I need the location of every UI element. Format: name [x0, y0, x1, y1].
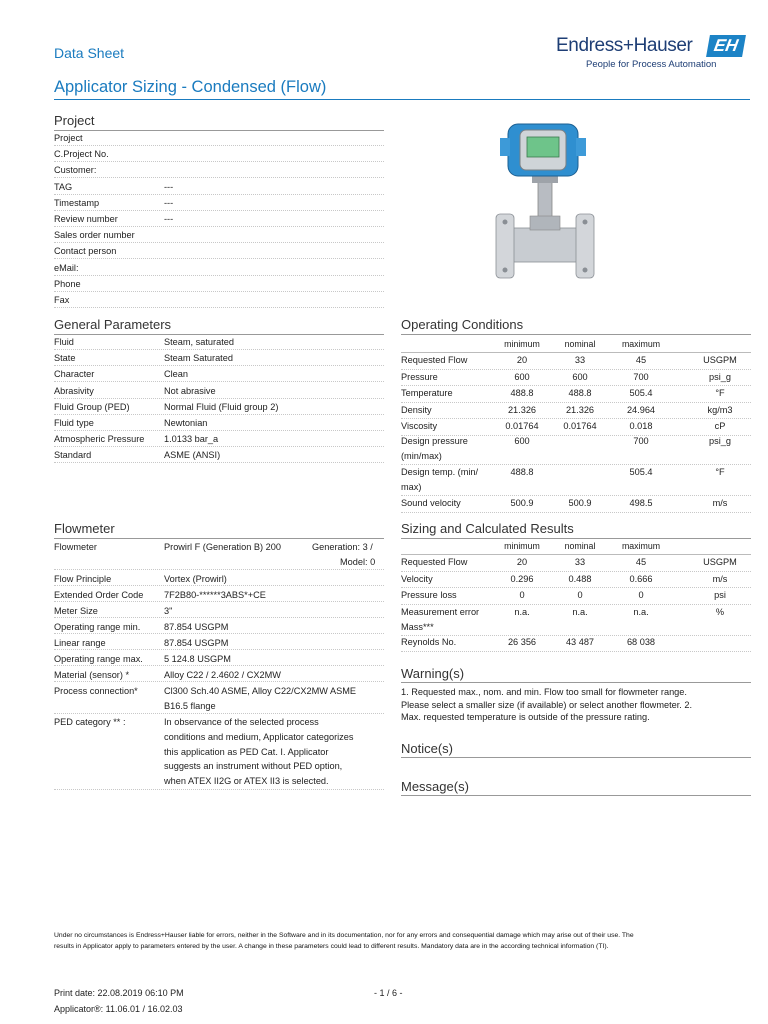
- row-label: Fluid type: [54, 418, 94, 428]
- row-label: PED category ** :: [54, 717, 126, 727]
- row-min-value: 600: [514, 371, 530, 382]
- row-unit-value: cP: [714, 421, 726, 431]
- row-nom-value: 33: [574, 355, 586, 365]
- row-unit-value: USGPM: [703, 355, 737, 365]
- row-divider: [401, 651, 751, 652]
- table-row: [54, 431, 384, 447]
- row-nom-value: 500.9: [568, 498, 592, 508]
- row-nom-value: n.a.: [572, 606, 588, 617]
- row-min-value: 600: [514, 436, 530, 446]
- row-label: Operating range max.: [54, 654, 143, 664]
- row-label: Viscosity: [401, 421, 438, 431]
- column-header: minimum: [504, 339, 540, 349]
- row-max-value: 0.018: [629, 421, 653, 431]
- table-row: [54, 602, 384, 618]
- warnings-section-title: Warning(s): [401, 666, 465, 681]
- row-value-line: conditions and medium, Applicator categorizes: [164, 731, 354, 742]
- row-max-value: 45: [635, 557, 647, 567]
- row-value: Newtonian: [164, 418, 208, 428]
- row-value-line: this application as PED Cat. I. Applicator: [164, 746, 329, 757]
- table-row: [54, 366, 384, 382]
- row-label: Operating range min.: [54, 622, 141, 632]
- operating-section-title: Operating Conditions: [401, 317, 524, 332]
- table-row: [54, 292, 384, 308]
- row-value: Steam Saturated: [164, 353, 233, 364]
- flowmeter-device-image: [490, 118, 602, 308]
- brand-name: Endress+Hauser: [556, 35, 693, 56]
- table-row: [54, 634, 384, 650]
- warning-message: [401, 686, 751, 724]
- row-value: Alloy C22 / 2.4602 / CX2MW: [164, 670, 281, 680]
- row-label: Atmospheric Pressure: [54, 434, 145, 445]
- row-label: eMail:: [54, 262, 79, 273]
- row-max-value: 24.964: [626, 404, 656, 415]
- table-row: [54, 650, 384, 666]
- table-row: [54, 415, 384, 431]
- software-version: Applicator®: 11.06.01 / 16.02.03: [54, 1004, 183, 1014]
- project-section-title: Project: [54, 113, 95, 128]
- disclaimer-line: results in Applicator apply to parameters entered by the user. A change in these parameters could lead to different results. Mandatory data are in the according technical information (TI).: [54, 943, 609, 950]
- row-value: 5 124.8 USGPM: [164, 654, 231, 664]
- row-max-value: 505.4: [629, 467, 653, 477]
- row-nom-value: 33: [574, 557, 586, 567]
- row-value: ---: [164, 197, 174, 208]
- row-label: Design temp. (min/: [401, 467, 479, 477]
- row-label: Contact person: [54, 246, 117, 257]
- row-label: Material (sensor) *: [54, 670, 130, 680]
- table-row: [54, 399, 384, 415]
- table-row: [54, 243, 384, 259]
- table-row: [54, 586, 384, 602]
- row-label: Standard: [54, 450, 92, 461]
- row-label: Sound velocity: [401, 498, 461, 508]
- row-label: Flow Principle: [54, 574, 112, 584]
- row-min-value: 500.9: [510, 498, 534, 508]
- row-nom-value: 488.8: [568, 388, 592, 398]
- table-row: [54, 618, 384, 634]
- row-value: Steam, saturated: [164, 337, 234, 347]
- row-value: Prowirl F (Generation B) 200: [164, 542, 281, 552]
- title-divider: [54, 99, 750, 100]
- operating-section-rule: [401, 334, 751, 335]
- row-label-cont: (min/max): [401, 451, 442, 461]
- print-date: Print date: 22.08.2019 06:10 PM: [54, 988, 184, 998]
- row-unit-value: °F: [715, 388, 725, 398]
- row-label: Character: [54, 369, 95, 380]
- table-row: [54, 276, 384, 292]
- table-row: [54, 538, 384, 570]
- row-value: 87.854 USGPM: [164, 638, 229, 648]
- row-value: ---: [164, 181, 174, 192]
- row-label: State: [54, 353, 76, 364]
- table-row: [54, 211, 384, 227]
- flowmeter-section-title: Flowmeter: [54, 521, 115, 536]
- row-divider: [401, 512, 751, 513]
- generation-value: Generation: 3 /: [312, 542, 373, 552]
- column-header: maximum: [621, 541, 661, 551]
- row-min-value: 0.01764: [505, 421, 539, 431]
- table-row: [54, 227, 384, 243]
- row-label: Extended Order Code: [54, 590, 144, 600]
- column-header: nominal: [564, 339, 596, 349]
- warnings-section-rule: [401, 682, 751, 683]
- row-label: Temperature: [401, 388, 453, 398]
- row-label: Design pressure: [401, 436, 468, 446]
- row-min-value: 0.296: [510, 573, 534, 584]
- row-unit-value: psi: [714, 590, 726, 600]
- row-max-value: 68 038: [626, 637, 656, 647]
- row-value: Normal Fluid (Fluid group 2): [164, 401, 279, 412]
- row-value: 7F2B80-******3ABS*+CE: [164, 590, 266, 600]
- table-row: [54, 179, 384, 195]
- row-value-line: when ATEX II2G or ATEX II3 is selected.: [164, 776, 329, 787]
- row-label: Process connection*: [54, 686, 138, 696]
- row-unit-value: m/s: [712, 498, 728, 508]
- warning-line: Max. requested temperature is outside of the pressure rating.: [401, 712, 650, 722]
- row-label: Fluid: [54, 337, 74, 347]
- row-label: Project: [54, 133, 83, 143]
- row-value-line: suggests an instrument without PED option,: [164, 761, 343, 772]
- row-max-value: n.a.: [633, 606, 649, 617]
- row-max-value: 45: [635, 355, 647, 365]
- row-label: Flowmeter: [54, 542, 97, 552]
- row-value: Vortex (Prowirl): [164, 574, 227, 584]
- row-min-value: 21.326: [507, 404, 537, 415]
- row-value-line: Cl300 Sch.40 ASME, Alloy C22/CX2MW ASME: [164, 686, 356, 696]
- row-unit-value: psi_g: [709, 371, 731, 382]
- brand-mark-icon: EH: [706, 35, 746, 57]
- row-label: Requested Flow: [401, 557, 468, 567]
- row-max-value: 700: [633, 371, 649, 382]
- row-label: Pressure: [401, 371, 438, 382]
- table-row: [54, 334, 384, 350]
- doc-type-label: Data Sheet: [54, 45, 125, 61]
- page-number: - 1 / 6 -: [374, 988, 403, 998]
- row-label: Meter Size: [54, 606, 98, 616]
- row-max-value: 505.4: [629, 388, 653, 398]
- row-min-value: n.a.: [514, 606, 530, 617]
- row-label: Phone: [54, 278, 81, 289]
- warning-line: Please select a smaller size (if available) or select another flowmeter. 2.: [401, 699, 693, 710]
- table-row: [54, 714, 384, 790]
- row-value: Not abrasive: [164, 385, 216, 396]
- sizing-section-title: Sizing and Calculated Results: [401, 521, 574, 536]
- row-label: Timestamp: [54, 197, 100, 208]
- row-value: ASME (ANSI): [164, 450, 221, 461]
- row-value: 1.0133 bar_a: [164, 434, 219, 445]
- row-label: Review number: [54, 214, 118, 224]
- row-max-value: 0: [638, 590, 644, 600]
- table-row: [54, 682, 384, 714]
- model-value: Model: 0: [340, 557, 376, 567]
- row-label: Velocity: [401, 573, 433, 584]
- notices-section-rule: [401, 757, 751, 758]
- brand-logo: [556, 34, 746, 74]
- row-value: 87.854 USGPM: [164, 622, 229, 632]
- row-min-value: 488.8: [510, 388, 534, 398]
- column-header: minimum: [504, 541, 540, 551]
- row-nom-value: 0.01764: [563, 421, 597, 431]
- row-label: Pressure loss: [401, 590, 457, 600]
- table-row: [54, 570, 384, 586]
- row-max-value: 700: [633, 436, 649, 446]
- row-label: Customer:: [54, 165, 97, 176]
- table-row: [54, 666, 384, 682]
- table-row: [54, 195, 384, 211]
- disclaimer-text: [54, 930, 754, 952]
- row-min-value: 0: [519, 590, 525, 600]
- row-label: Abrasivity: [54, 385, 94, 396]
- row-label: Requested Flow: [401, 355, 468, 365]
- row-min-value: 20: [516, 557, 528, 567]
- row-label: Fluid Group (PED): [54, 401, 130, 412]
- row-value: Clean: [164, 369, 189, 380]
- row-unit-value: %: [715, 606, 725, 617]
- row-max-value: 0.666: [629, 573, 653, 584]
- brand-tagline: People for Process Automation: [586, 59, 717, 70]
- row-nom-value: 21.326: [565, 404, 595, 415]
- row-label: Linear range: [54, 638, 106, 648]
- messages-section-title: Message(s): [401, 779, 469, 794]
- row-nom-value: 0: [577, 590, 583, 600]
- table-row: [54, 146, 384, 162]
- general-section-title: General Parameters: [54, 317, 172, 332]
- table-row: [54, 260, 384, 276]
- row-label: Measurement error: [401, 606, 480, 617]
- row-value-line: In observance of the selected process: [164, 717, 319, 727]
- notices-section-title: Notice(s): [401, 741, 454, 756]
- table-row: [54, 447, 384, 463]
- row-value: 3": [164, 606, 173, 616]
- row-label: Sales order number: [54, 230, 135, 241]
- row-unit-value: °F: [715, 467, 725, 477]
- row-unit-value: psi_g: [709, 436, 731, 446]
- table-row: [54, 162, 384, 178]
- page-title: Applicator Sizing - Condensed (Flow): [54, 78, 327, 96]
- row-label-cont: max): [401, 482, 422, 492]
- row-nom-value: 0.488: [568, 573, 592, 584]
- table-row: [54, 350, 384, 366]
- table-row: [54, 130, 384, 146]
- column-header: nominal: [564, 541, 596, 551]
- row-max-value: 498.5: [629, 498, 653, 508]
- row-label: Reynolds No.: [401, 637, 457, 647]
- row-min-value: 20: [516, 355, 528, 365]
- disclaimer-line: Under no circumstances is Endress+Hauser liable for errors, neither in the Software and in its documentation, nor for any errors and consequential damage which may arise out of their use. The: [54, 932, 634, 939]
- row-label: Density: [401, 404, 432, 415]
- table-row: [54, 383, 384, 399]
- warning-line: 1. Requested max., nom. and min. Flow too small for flowmeter range.: [401, 687, 687, 697]
- row-label: Fax: [54, 295, 70, 305]
- row-label: TAG: [54, 181, 73, 192]
- row-value: ---: [164, 214, 174, 224]
- row-value-line: B16.5 flange: [164, 701, 216, 711]
- column-header: maximum: [621, 339, 661, 349]
- row-unit-value: USGPM: [703, 557, 737, 567]
- row-label: C.Project No.: [54, 149, 109, 160]
- row-label-cont: Mass***: [401, 621, 434, 632]
- row-nom-value: 600: [572, 371, 588, 382]
- messages-section-rule: [401, 795, 751, 796]
- row-min-value: 26 356: [507, 637, 537, 647]
- row-unit-value: kg/m3: [707, 404, 733, 415]
- row-min-value: 488.8: [510, 467, 534, 477]
- row-nom-value: 43 487: [565, 637, 595, 647]
- row-unit-value: m/s: [712, 573, 728, 584]
